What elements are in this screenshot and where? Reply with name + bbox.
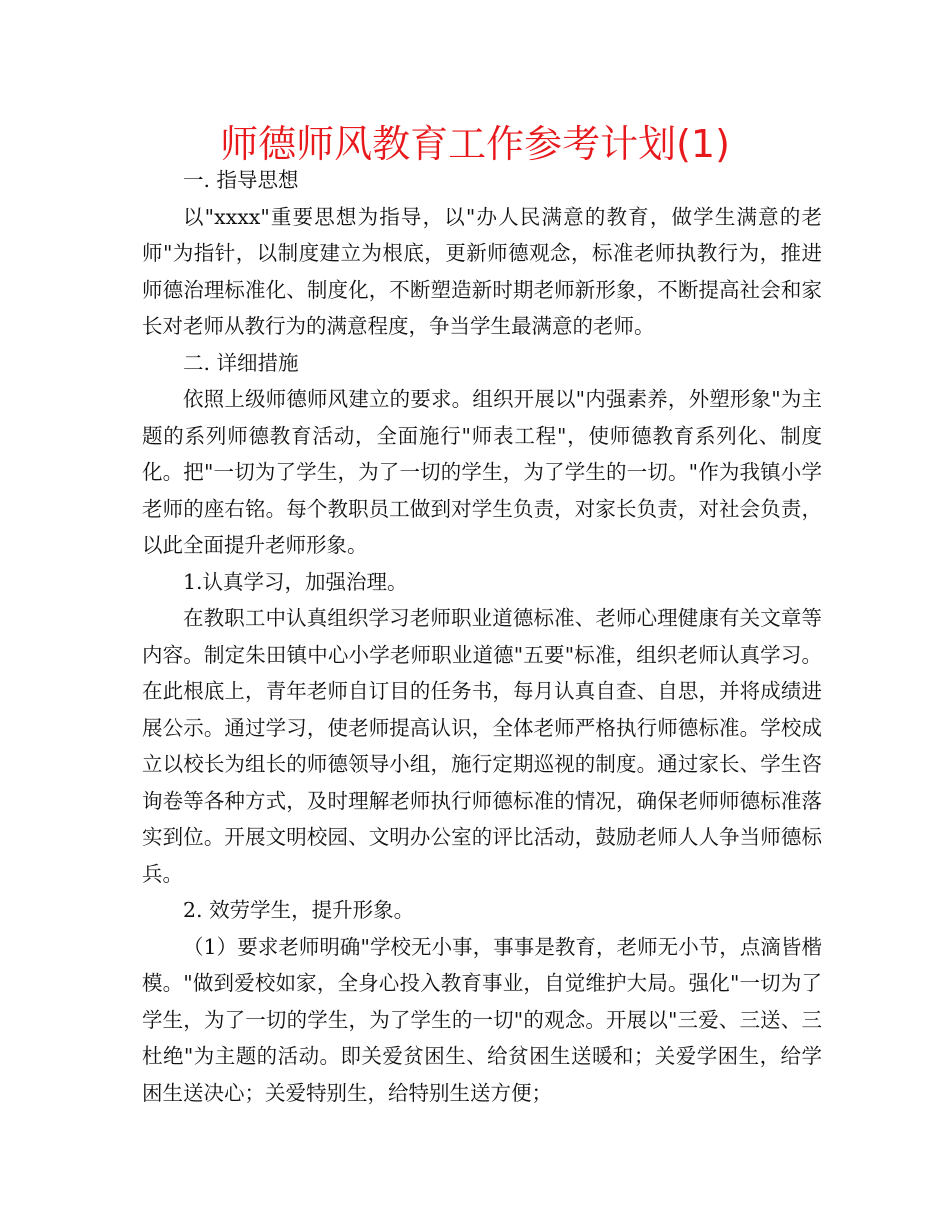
- subheading-study-management: 1.认真学习，加强治理。: [183, 569, 408, 594]
- paragraph-serve-students-item-1: （1）要求老师明确"学校无小事，事事是教育，老师无小节，点滴皆楷模。"做到爱校如家，全身心投入教育事业，自觉维护大局。强化"一切为了学生，为了一切的学生，为了学生的一切"的观念。开展以"三爱、三送、三杜绝"为主题的活动。即关爱贫困生、给贫困生送暖和；关爱学困生，给学困生送决心；关爱特别生，给特别生送方便；: [142, 934, 822, 1105]
- section-heading-guiding-ideology: 一. 指导思想: [183, 168, 299, 192]
- paragraph-study-management: 在教职工中认真组织学习老师职业道德标准、老师心理健康有关文章等内容。制定朱田镇中心小学老师职业道德"五要"标准，组织老师认真学习。在此根底上，青年老师自订目的任务书，每月认真自查、自思，并将成绩进展公示。通过学习，使老师提高认识，全体老师严格执行师德标准。学校成立以校长为组长的师德领导小组，施行定期巡视的制度。通过家长、学生咨询卷等各种方式，及时理解老师执行师德标准的情况，确保老师师德标准落实到位。开展文明校园、文明办公室的评比活动，鼓励老师人人争当师德标兵。: [142, 606, 822, 886]
- paragraph-detailed-measures: 依照上级师德师风建立的要求。组织开展以"内强素养，外塑形象"为主题的系列师德教育活动，全面施行"师表工程"，使师德教育系列化、制度化。把"一切为了学生，为了一切的学生，为了学生的一切。"作为我镇小学老师的座右铭。每个教职员工做到对学生负责，对家长负责，对社会负责，以此全面提升老师形象。: [142, 387, 822, 557]
- section-heading-detailed-measures: 二. 详细措施: [183, 350, 299, 375]
- document-body: [142, 162, 822, 1111]
- subheading-serve-students: 2. 效劳学生，提升形象。: [183, 898, 415, 922]
- document-title: 师德师风教育工作参考计划(1): [220, 122, 730, 166]
- paragraph-guiding-ideology: 以"xxxx"重要思想为指导，以"办人民满意的教育，做学生满意的老师"为指针，以制度建立为根底，更新师德观念，标准老师执教行为，推进师德治理标准化、制度化，不断塑造新时期老师新形象，不断提高社会和家长对老师从教行为的满意程度，争当学生最满意的老师。: [142, 204, 822, 338]
